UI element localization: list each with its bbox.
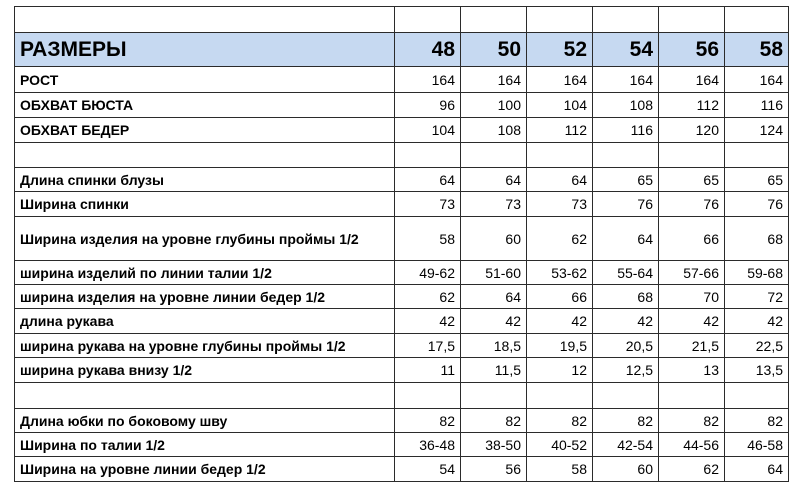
size-chart-table	[14, 6, 789, 482]
row-value: 65	[593, 168, 659, 192]
row-value: 64	[527, 168, 593, 192]
row-value: 164	[659, 67, 725, 93]
header-row	[15, 33, 789, 67]
row-value	[659, 383, 725, 409]
row-value: 42	[461, 309, 527, 334]
row-value: 70	[659, 285, 725, 309]
table-row	[15, 334, 789, 358]
row-value: 59-68	[725, 261, 789, 285]
row-value: 73	[527, 192, 593, 217]
table-row	[15, 192, 789, 217]
row-value: 42	[593, 309, 659, 334]
header-label: РАЗМЕРЫ	[15, 33, 395, 67]
row-value: 42	[725, 309, 789, 334]
row-value: 12,5	[593, 358, 659, 383]
row-value: 42-54	[593, 433, 659, 457]
row-value: 82	[527, 409, 593, 433]
row-value: 58	[395, 217, 461, 261]
row-label: ширина изделий по линии талии 1/2	[15, 261, 395, 285]
row-value: 64	[461, 285, 527, 309]
row-value: 66	[527, 285, 593, 309]
row-value: 104	[395, 118, 461, 143]
row-value: 100	[461, 93, 527, 118]
row-value: 57-66	[659, 261, 725, 285]
row-value: 54	[395, 457, 461, 482]
row-value: 64	[461, 168, 527, 192]
row-value: 164	[725, 67, 789, 93]
size-header-52: 52	[527, 33, 593, 67]
row-value	[527, 383, 593, 409]
row-value	[725, 143, 789, 168]
blank-cell	[659, 7, 725, 33]
blank-cell	[15, 7, 395, 33]
row-value: 108	[461, 118, 527, 143]
row-label: ширина рукава внизу 1/2	[15, 358, 395, 383]
row-value: 51-60	[461, 261, 527, 285]
row-label: Ширина спинки	[15, 192, 395, 217]
row-label: Ширина по талии 1/2	[15, 433, 395, 457]
size-header-58: 58	[725, 33, 789, 67]
row-value	[461, 383, 527, 409]
row-value: 82	[461, 409, 527, 433]
table-row	[15, 93, 789, 118]
row-value: 68	[725, 217, 789, 261]
row-value: 12	[527, 358, 593, 383]
row-value: 62	[395, 285, 461, 309]
row-value: 68	[593, 285, 659, 309]
table-row	[15, 309, 789, 334]
blank-row	[15, 383, 789, 409]
row-label: РОСТ	[15, 67, 395, 93]
row-label: ОБХВАТ БЕДЕР	[15, 118, 395, 143]
row-value: 38-50	[461, 433, 527, 457]
row-value: 42	[659, 309, 725, 334]
row-value	[395, 383, 461, 409]
row-value: 82	[395, 409, 461, 433]
row-label: Длина юбки по боковому шву	[15, 409, 395, 433]
blank-cell	[395, 7, 461, 33]
blank-cell	[725, 7, 789, 33]
row-label: Ширина на уровне линии бедер 1/2	[15, 457, 395, 482]
row-value: 104	[527, 93, 593, 118]
table-row	[15, 285, 789, 309]
row-value: 64	[725, 457, 789, 482]
row-value: 164	[593, 67, 659, 93]
row-value: 76	[659, 192, 725, 217]
table-row	[15, 67, 789, 93]
row-value	[395, 143, 461, 168]
row-value: 20,5	[593, 334, 659, 358]
table-row	[15, 457, 789, 482]
row-value: 82	[725, 409, 789, 433]
row-value	[527, 143, 593, 168]
table-row	[15, 358, 789, 383]
row-value: 64	[395, 168, 461, 192]
row-value: 124	[725, 118, 789, 143]
row-value: 44-56	[659, 433, 725, 457]
row-value	[461, 143, 527, 168]
row-value: 164	[395, 67, 461, 93]
row-value: 116	[593, 118, 659, 143]
blank-row	[15, 143, 789, 168]
row-value: 53-62	[527, 261, 593, 285]
table-row	[15, 118, 789, 143]
row-value: 36-48	[395, 433, 461, 457]
row-value: 72	[725, 285, 789, 309]
row-value: 65	[659, 168, 725, 192]
row-value: 73	[461, 192, 527, 217]
row-value: 112	[659, 93, 725, 118]
table-row	[15, 261, 789, 285]
row-value: 64	[593, 217, 659, 261]
row-value: 120	[659, 118, 725, 143]
row-value: 60	[461, 217, 527, 261]
row-value: 18,5	[461, 334, 527, 358]
row-value: 66	[659, 217, 725, 261]
row-value: 40-52	[527, 433, 593, 457]
blank-cell	[527, 7, 593, 33]
row-value: 56	[461, 457, 527, 482]
row-value: 73	[395, 192, 461, 217]
row-label	[15, 383, 395, 409]
row-value	[725, 383, 789, 409]
table-row	[15, 168, 789, 192]
row-value: 46-58	[725, 433, 789, 457]
row-value: 112	[527, 118, 593, 143]
row-label	[15, 143, 395, 168]
row-value: 108	[593, 93, 659, 118]
row-value: 164	[527, 67, 593, 93]
size-header-56: 56	[659, 33, 725, 67]
row-value: 76	[725, 192, 789, 217]
row-label: длина рукава	[15, 309, 395, 334]
row-value: 164	[461, 67, 527, 93]
row-value	[593, 383, 659, 409]
row-label: Длина спинки блузы	[15, 168, 395, 192]
row-value: 22,5	[725, 334, 789, 358]
row-label: ширина рукава на уровне глубины проймы 1/2	[15, 334, 395, 358]
row-value: 116	[725, 93, 789, 118]
blank-cell	[461, 7, 527, 33]
row-value: 96	[395, 93, 461, 118]
row-value	[593, 143, 659, 168]
blank-cell	[593, 7, 659, 33]
table-row	[15, 217, 789, 261]
size-header-48: 48	[395, 33, 461, 67]
table-row	[15, 409, 789, 433]
row-value: 58	[527, 457, 593, 482]
size-header-50: 50	[461, 33, 527, 67]
row-value: 13	[659, 358, 725, 383]
row-label: ОБХВАТ БЮСТА	[15, 93, 395, 118]
row-value: 11,5	[461, 358, 527, 383]
row-value: 62	[659, 457, 725, 482]
row-label: ширина изделия на уровне линии бедер 1/2	[15, 285, 395, 309]
row-value: 42	[395, 309, 461, 334]
row-label: Ширина изделия на уровне глубины проймы 1/2	[15, 217, 395, 261]
row-value: 11	[395, 358, 461, 383]
row-value: 65	[725, 168, 789, 192]
row-value: 76	[593, 192, 659, 217]
row-value: 49-62	[395, 261, 461, 285]
row-value: 82	[659, 409, 725, 433]
row-value: 60	[593, 457, 659, 482]
row-value	[659, 143, 725, 168]
blank-top-row	[15, 7, 789, 33]
row-value: 62	[527, 217, 593, 261]
row-value: 21,5	[659, 334, 725, 358]
row-value: 82	[593, 409, 659, 433]
row-value: 19,5	[527, 334, 593, 358]
row-value: 42	[527, 309, 593, 334]
row-value: 17,5	[395, 334, 461, 358]
size-header-54: 54	[593, 33, 659, 67]
table-row	[15, 433, 789, 457]
row-value: 13,5	[725, 358, 789, 383]
row-value: 55-64	[593, 261, 659, 285]
